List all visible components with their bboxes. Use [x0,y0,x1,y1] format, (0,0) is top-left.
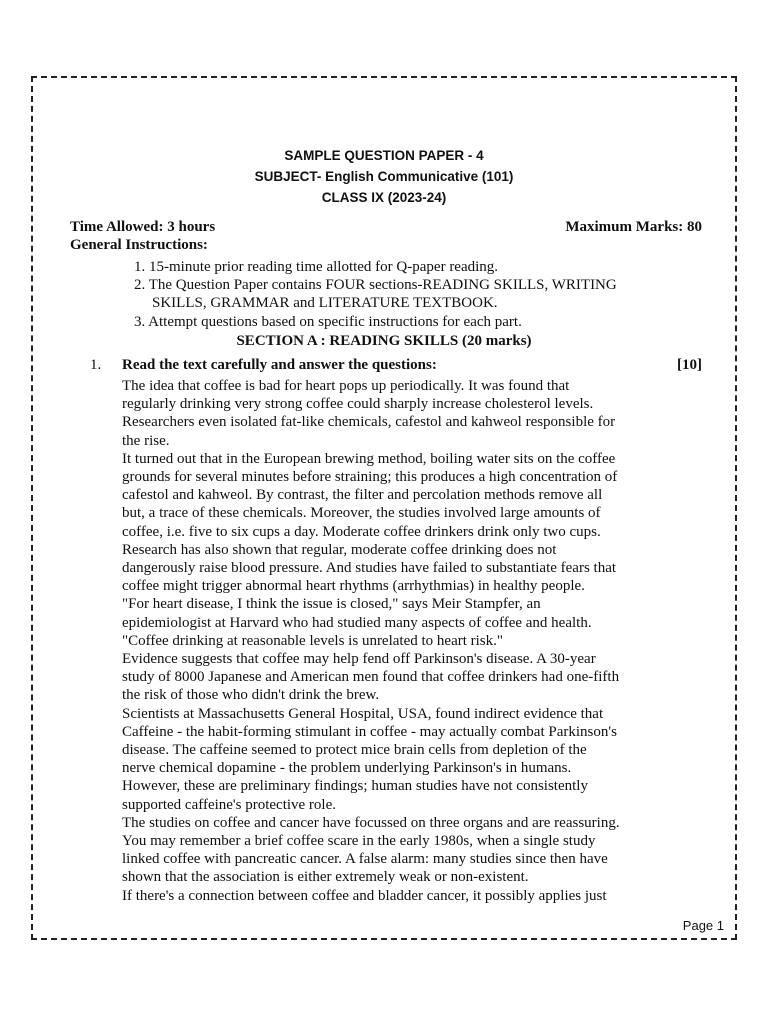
passage-line: disease. The caffeine seemed to protect mice brain cells from depletion of the [122,742,587,759]
passage-line: It turned out that in the European brewing method, boiling water sits on the coffee [122,450,616,467]
instruction-item-continued: SKILLS, GRAMMAR and LITERATURE TEXTBOOK. [152,295,498,311]
passage-line: grounds for several minutes before straining; this produces a high concentration of [122,469,618,486]
passage-line: Research has also shown that regular, moderate coffee drinking does not [122,541,557,558]
passage-line: dangerously raise blood pressure. And studies have failed to substantiate fears that [122,560,617,577]
passage-line: The idea that coffee is bad for heart pops up periodically. It was found that [122,378,570,394]
section-title: SECTION A : READING SKILLS (20 marks) [236,333,532,349]
time-allowed: Time Allowed: 3 hours [70,219,216,235]
passage-line: shown that the association is either extremely weak or non-existent. [122,869,529,886]
passage-line: the rise. [122,432,170,449]
passage-line: coffee, i.e. five to six cups a day. Moderate coffee drinkers drink only two cups. [122,523,601,540]
subject-line: SUBJECT- English Communicative (101) [254,169,514,184]
paper-title: SAMPLE QUESTION PAPER - 4 [284,148,484,163]
instruction-item: 2. The Question Paper contains FOUR sections-READING SKILLS, WRITING [134,277,617,293]
passage-line: linked coffee with pancreatic cancer. A false alarm: many studies since then have [122,851,608,868]
passage-line: The studies on coffee and cancer have focussed on three organs and are reassuring. [122,814,620,831]
question-marks: [10] [677,357,702,373]
general-instructions-heading: General Instructions: [70,237,208,253]
passage-line: cafestol and kahweol. By contrast, the filter and percolation methods remove all [122,487,603,504]
page-number: Page 1 [682,918,724,933]
passage-line: Evidence suggests that coffee may help fend off Parkinson's disease. A 30-year [122,651,596,668]
reading-passage [122,377,682,905]
passage-line: If there's a connection between coffee and bladder cancer, it possibly applies just [122,887,607,904]
question-number: 1. [90,357,102,373]
passage-line: nerve chemical dopamine - the problem underlying Parkinson's in humans. [122,760,572,777]
passage-line: the risk of those who didn't drink the brew. [122,687,380,704]
passage-line: "Coffee drinking at reasonable levels is unrelated to heart risk." [122,632,504,649]
maximum-marks: Maximum Marks: 80 [565,219,702,235]
passage-line: You may remember a brief coffee scare in the early 1980s, when a single study [122,833,596,850]
passage-line: but, a trace of these chemicals. Moreover, the studies involved large amounts of [122,505,601,522]
question-prompt: Read the text carefully and answer the questions: [122,357,437,373]
class-line: CLASS IX (2023-24) [321,190,447,205]
instruction-item: 3. Attempt questions based on specific instructions for each part. [134,314,522,330]
passage-line: Scientists at Massachusetts General Hospital, USA, found indirect evidence that [122,705,604,722]
passage-line: However, these are preliminary findings; human studies have not consistently [122,778,588,795]
passage-line: supported caffeine's protective role. [122,796,337,813]
passage-line: Researchers even isolated fat-like chemicals, cafestol and kahweol responsible for [122,414,616,431]
instruction-item: 1. 15-minute prior reading time allotted for Q-paper reading. [134,259,499,275]
passage-line: "For heart disease, I think the issue is closed," says Meir Stampfer, an [122,596,541,613]
passage-line: Caffeine - the habit-forming stimulant in coffee - may actually combat Parkinson's [122,723,617,740]
passage-line: coffee might trigger abnormal heart rhythms (arrhythmias) in healthy people. [122,578,585,595]
passage-line: regularly drinking very strong coffee could sharply increase cholesterol levels. [122,396,594,413]
passage-line: epidemiologist at Harvard who had studied many aspects of coffee and health. [122,614,592,631]
passage-line: study of 8000 Japanese and American men found that coffee drinkers had one-fifth [122,669,620,686]
